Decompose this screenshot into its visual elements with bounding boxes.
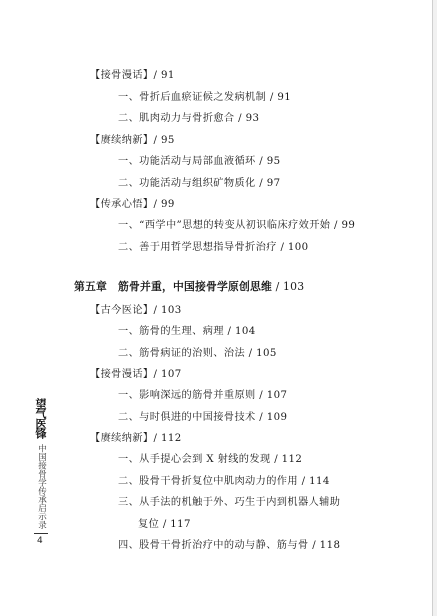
toc-section-heading: 【接骨漫话】/ 107 bbox=[90, 369, 182, 380]
page-number-rule bbox=[34, 533, 48, 534]
toc-entry-continuation: 复位 / 117 bbox=[138, 519, 191, 530]
toc-section-heading: 【赓续纳新】/ 112 bbox=[90, 433, 182, 444]
toc-entry: 三、从手法的机触于外、巧生于内到机器人辅助 bbox=[118, 497, 341, 508]
toc-entry: 一、影响深远的筋骨并重原则 / 107 bbox=[118, 390, 288, 401]
toc-entry: 一、筋骨的生理、病理 / 104 bbox=[118, 326, 256, 337]
toc-entry: 二、股骨干骨折复位中肌肉动力的作用 / 114 bbox=[118, 476, 330, 487]
running-sidebar bbox=[30, 398, 54, 546]
chapter-title: 第五章 筋骨并重，中国接骨学原创思维 bbox=[74, 280, 272, 293]
toc-section-heading: 【传承心悟】/ 99 bbox=[90, 199, 175, 210]
toc-entry: 一、从手提心会到 X 射线的发现 / 112 bbox=[118, 454, 303, 465]
toc-section-heading: 【赓续纳新】/ 95 bbox=[90, 135, 175, 146]
toc-entry: 一、骨折后血瘀证候之发病机制 / 91 bbox=[118, 92, 292, 103]
toc-section-heading: 【古今医论】/ 103 bbox=[90, 305, 182, 316]
toc-entry: 二、善于用哲学思想指导骨折治疗 / 100 bbox=[118, 242, 309, 253]
toc-entry: 二、筋骨病证的治则、治法 / 105 bbox=[118, 348, 277, 359]
toc-entry: 一、“西学中”思想的转变从初识临床疗效开始 / 99 bbox=[118, 220, 356, 231]
toc-chapter-heading bbox=[74, 279, 304, 294]
toc-section-heading: 【接骨漫话】/ 91 bbox=[90, 70, 175, 81]
chapter-page: / 103 bbox=[271, 280, 305, 293]
toc-entry: 四、股骨干骨折治疗中的动与静、筋与骨 / 118 bbox=[118, 540, 341, 551]
toc-entry: 一、功能活动与局部血液循环 / 95 bbox=[118, 156, 281, 167]
book-brand-calligraphy: 望气医锋 bbox=[34, 398, 47, 438]
series-title: 中国接骨学传承启示录 bbox=[36, 444, 47, 529]
toc-entry: 二、与时俱进的中国接骨技术 / 109 bbox=[118, 412, 288, 423]
toc-entry: 二、肌肉动力与骨折愈合 / 93 bbox=[118, 113, 260, 124]
toc-entry: 二、功能活动与组织矿物质化 / 97 bbox=[118, 178, 281, 189]
page-number: 4 bbox=[37, 536, 43, 546]
